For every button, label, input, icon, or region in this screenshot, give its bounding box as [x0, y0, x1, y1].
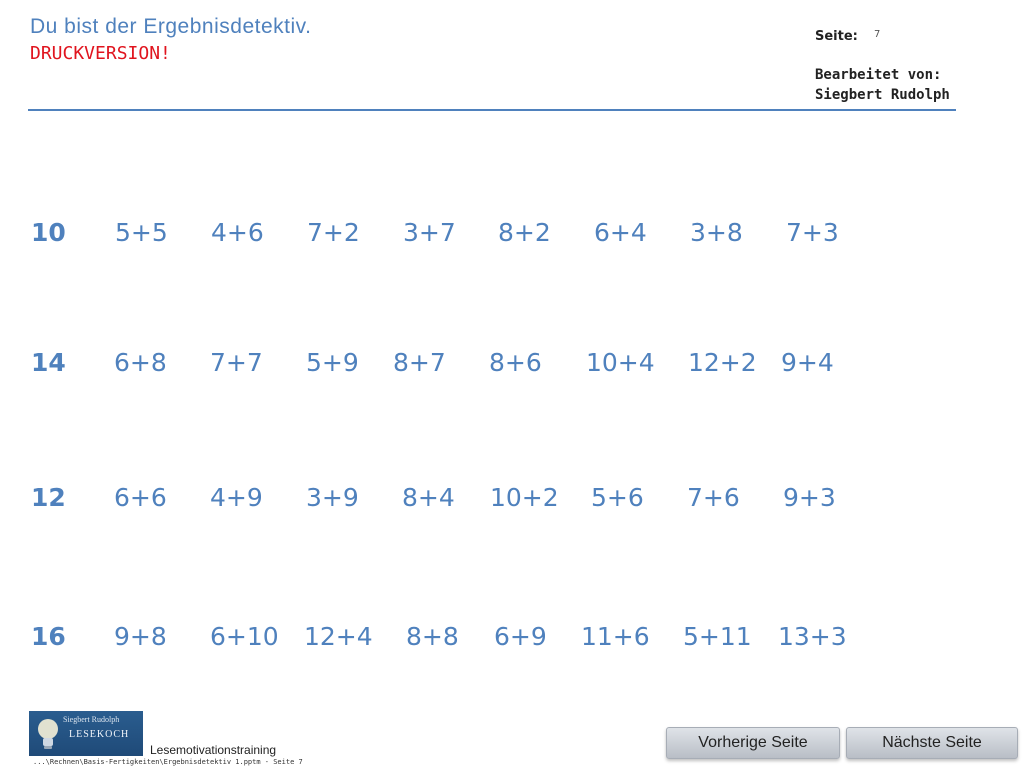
sum-item[interactable]: 8+8 [406, 622, 459, 651]
target-number: 16 [31, 622, 66, 651]
footer-caption: Lesemotivationstraining [150, 743, 277, 757]
sum-item[interactable]: 7+6 [687, 483, 740, 512]
task-row-16 [0, 622, 1024, 662]
task-row-14 [0, 348, 1024, 388]
target-number: 10 [31, 218, 66, 247]
sum-item[interactable]: 12+4 [304, 622, 373, 651]
sum-item[interactable]: 3+9 [306, 483, 359, 512]
target-number: 12 [31, 483, 66, 512]
sum-item[interactable]: 6+6 [114, 483, 167, 512]
sum-item[interactable]: 8+2 [498, 218, 551, 247]
sum-item[interactable]: 7+7 [210, 348, 263, 377]
sum-item[interactable]: 3+8 [690, 218, 743, 247]
sum-item[interactable]: 8+4 [402, 483, 455, 512]
sum-item[interactable]: 5+9 [306, 348, 359, 377]
target-number: 14 [31, 348, 66, 377]
previous-page-button[interactable]: Vorherige Seite [666, 727, 840, 759]
sum-item[interactable]: 4+6 [211, 218, 264, 247]
sum-item[interactable]: 4+9 [210, 483, 263, 512]
lesekoch-logo [29, 711, 143, 756]
logo-brand: LESEKOCH [69, 729, 130, 740]
sum-item[interactable]: 10+4 [586, 348, 655, 377]
lightbulb-icon [35, 717, 61, 751]
page-label: Seite: [815, 29, 858, 44]
next-page-button[interactable]: Nächste Seite [846, 727, 1018, 759]
editor-name: Siegbert Rudolph [815, 87, 950, 103]
sum-item[interactable]: 3+7 [403, 218, 456, 247]
sum-item[interactable]: 12+2 [688, 348, 757, 377]
task-row-10 [0, 218, 1024, 258]
editor-label: Bearbeitet von: [815, 67, 942, 83]
logo-author: Siegbert Rudolph [63, 715, 120, 724]
sum-item[interactable]: 7+2 [307, 218, 360, 247]
page-number: 7 [874, 29, 881, 40]
sum-item[interactable]: 6+4 [594, 218, 647, 247]
sum-item[interactable]: 9+3 [783, 483, 836, 512]
file-path: ...\Rechnen\Basis-Fertigkeiten\Ergebnisdetektiv 1.pptm - Seite 7 [33, 758, 303, 766]
sum-item[interactable]: 8+7 [393, 348, 446, 377]
sum-item[interactable]: 8+6 [489, 348, 542, 377]
sum-item[interactable]: 6+9 [494, 622, 547, 651]
sum-item[interactable]: 6+10 [210, 622, 279, 651]
sum-item[interactable]: 7+3 [786, 218, 839, 247]
sum-item[interactable]: 10+2 [490, 483, 559, 512]
print-version-label: DRUCKVERSION! [30, 43, 171, 64]
sum-item[interactable]: 5+5 [115, 218, 168, 247]
sum-item[interactable]: 5+6 [591, 483, 644, 512]
sum-item[interactable]: 11+6 [581, 622, 650, 651]
sum-item[interactable]: 5+11 [683, 622, 752, 651]
sum-item[interactable]: 6+8 [114, 348, 167, 377]
sum-item[interactable]: 9+8 [114, 622, 167, 651]
page-title: Du bist der Ergebnisdetektiv. [30, 15, 312, 38]
task-row-12 [0, 483, 1024, 523]
sum-item[interactable]: 9+4 [781, 348, 834, 377]
sum-item[interactable]: 13+3 [778, 622, 847, 651]
header-divider [28, 109, 956, 111]
